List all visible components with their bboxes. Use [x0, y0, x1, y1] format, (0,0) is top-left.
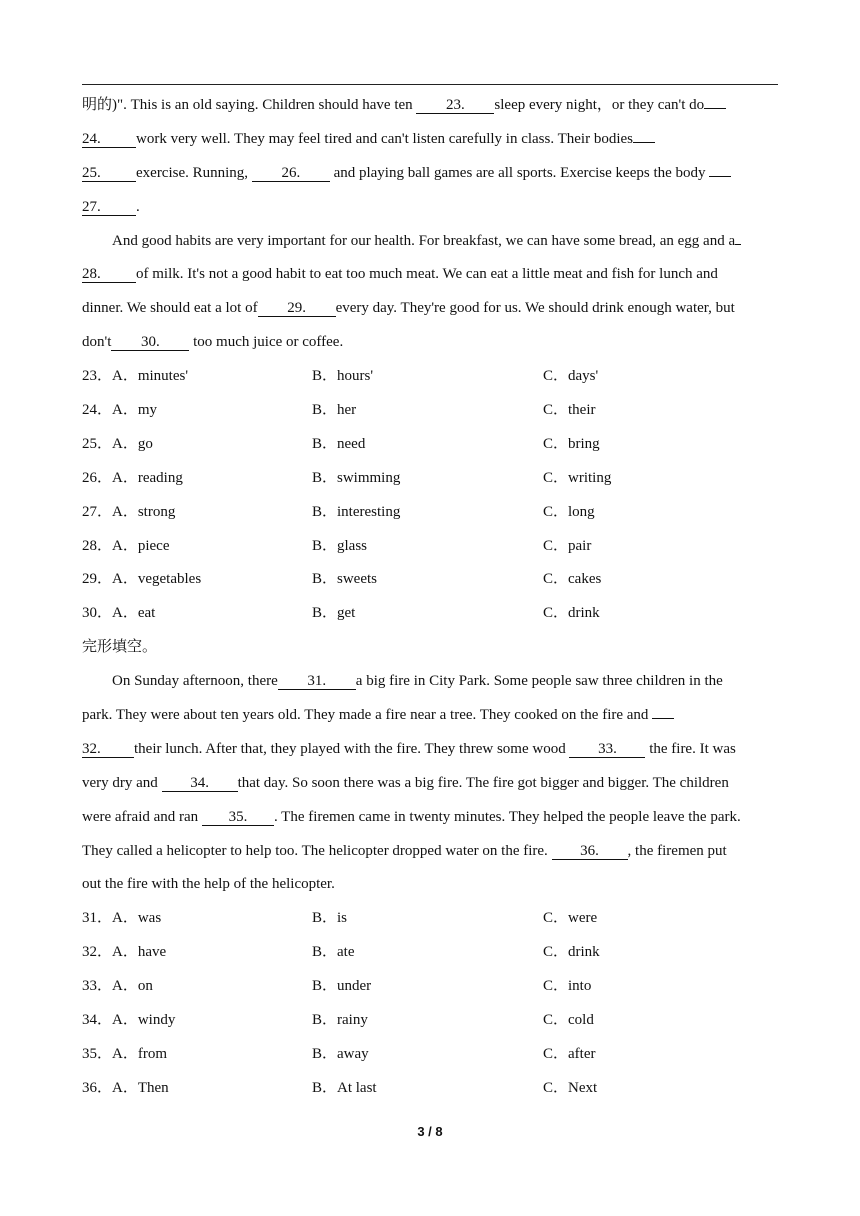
passage1-line-8 [82, 326, 782, 360]
blank-29[interactable]: 29. [258, 300, 336, 317]
option-a[interactable]: A．minutes' [112, 368, 189, 385]
option-b[interactable]: B．get [312, 605, 356, 622]
option-a[interactable]: A．strong [112, 503, 176, 520]
blank-25-lead [633, 128, 655, 143]
option-b[interactable]: B．is [312, 910, 348, 927]
blank-32[interactable]: 32. [82, 741, 134, 758]
option-a[interactable]: A．my [112, 402, 158, 419]
question-row [82, 902, 782, 936]
text-segment: work very well. They may feel tired and can't listen carefully in class. Their bodies [136, 130, 633, 147]
passage1-line-6 [82, 258, 782, 292]
text-segment: too much juice or coffee. [189, 334, 344, 351]
text-segment: . [136, 198, 140, 215]
blank-33[interactable]: 33. [569, 741, 645, 758]
text-segment: their lunch. After that, they played with the fire. They threw some wood [134, 740, 570, 757]
text-segment: and playing ball games are all sports. Exercise keeps the body [329, 164, 710, 181]
question-row [82, 1004, 782, 1038]
passage2-line-6 [82, 835, 782, 869]
question-number: 32． [82, 944, 113, 961]
passage2-line-2 [82, 699, 782, 733]
option-c[interactable]: C．days' [543, 368, 599, 385]
question-row [82, 1072, 782, 1106]
blank-30[interactable]: 30. [111, 334, 189, 351]
passage2-line-5 [82, 801, 782, 835]
blank-26[interactable]: 26. [252, 165, 330, 182]
text-segment: every day. They're good for us. We should drink enough water, but [335, 300, 735, 317]
blank-25[interactable]: 25. [82, 165, 136, 182]
blank-27-lead [709, 162, 731, 177]
text-segment: 明的)". This is an old saying. Children should have ten [82, 97, 417, 113]
question-number: 31． [82, 910, 113, 927]
header-rule [82, 84, 778, 85]
passage1-line-4 [82, 191, 782, 225]
question-row [82, 1038, 782, 1072]
option-b[interactable]: B．hours' [312, 368, 374, 385]
question-number: 34． [82, 1012, 113, 1029]
option-c[interactable]: C．pair [543, 537, 592, 554]
blank-35[interactable]: 35. [202, 809, 274, 826]
option-a[interactable]: A．piece [112, 537, 170, 554]
text-segment: On Sunday afternoon, there [112, 673, 278, 690]
option-c[interactable]: C．drink [543, 944, 600, 961]
passage2-line-7 [82, 868, 782, 902]
option-b[interactable]: B．sweets [312, 571, 377, 588]
question-number: 24． [82, 402, 113, 419]
option-b[interactable]: B．under [312, 978, 372, 995]
blank-36[interactable]: 36. [552, 843, 628, 860]
option-c[interactable]: C．Next [543, 1079, 598, 1096]
option-b[interactable]: B．rainy [312, 1012, 368, 1029]
options-group-2 [82, 902, 782, 1105]
text-segment: very dry and [82, 774, 162, 791]
question-row [82, 394, 782, 428]
option-b[interactable]: B．away [312, 1045, 369, 1062]
passage1-line-5 [82, 225, 782, 259]
text-segment: park. They were about ten years old. They made a fire near a tree. They cooked on the fire and [82, 707, 653, 724]
option-b[interactable]: B．glass [312, 537, 368, 554]
blank-23[interactable]: 23. [416, 97, 494, 114]
blank-28[interactable]: 28. [82, 266, 136, 283]
question-row [82, 428, 782, 462]
text-segment: don't [82, 334, 112, 351]
passage2-line-4 [82, 767, 782, 801]
option-c[interactable]: C．their [543, 402, 596, 419]
question-row [82, 970, 782, 1004]
option-c[interactable]: C．into [543, 978, 592, 995]
question-row [82, 496, 782, 530]
option-a[interactable]: A．reading [112, 469, 183, 486]
option-c[interactable]: C．cakes [543, 571, 602, 588]
option-a[interactable]: A．eat [112, 605, 156, 622]
text-segment: the fire. It was [645, 740, 736, 757]
text-segment: They called a helicopter to help too. The helicopter dropped water on the fire. [82, 842, 552, 859]
question-row [82, 597, 782, 631]
option-b[interactable]: B．swimming [312, 469, 401, 486]
option-a[interactable]: A．on [112, 978, 153, 995]
passage1-line-2 [82, 123, 782, 157]
passage2-line-3 [82, 733, 782, 767]
passage1-line-7 [82, 292, 782, 326]
option-b[interactable]: B．interesting [312, 503, 401, 520]
page-content [82, 89, 782, 1106]
blank-27[interactable]: 27. [82, 199, 136, 216]
question-row [82, 936, 782, 970]
text-segment: out the fire with the help of the helicopter. [82, 876, 335, 893]
question-number: 28． [82, 537, 113, 554]
question-number: 35． [82, 1045, 113, 1062]
option-a[interactable]: A．was [112, 910, 162, 927]
option-a[interactable]: A．have [112, 944, 167, 961]
section-title: 完形填空。 [82, 639, 158, 656]
passage2-line-1 [82, 665, 782, 699]
question-row [82, 563, 782, 597]
question-number: 33． [82, 978, 113, 995]
question-number: 25． [82, 435, 113, 452]
option-a[interactable]: A．windy [112, 1012, 176, 1029]
option-b[interactable]: B．need [312, 435, 366, 452]
text-segment: a big fire in City Park. Some people saw three children in the [355, 673, 723, 690]
option-c[interactable]: C．bring [543, 435, 600, 452]
option-c[interactable]: C．after [543, 1045, 596, 1062]
option-b[interactable]: B．At last [312, 1079, 377, 1096]
blank-32-lead [652, 704, 674, 719]
question-number: 30． [82, 605, 113, 622]
question-number: 23． [82, 368, 113, 385]
question-number: 36． [82, 1079, 113, 1096]
question-row [82, 530, 782, 564]
option-b[interactable]: B．ate [312, 944, 355, 961]
blank-24-lead [704, 94, 726, 109]
option-a[interactable]: A．go [112, 435, 153, 452]
options-group-1 [82, 360, 782, 631]
blank-24[interactable]: 24. [82, 131, 136, 148]
text-segment: . The firemen came in twenty minutes. They helped the people leave the park. [273, 808, 741, 825]
question-number: 29． [82, 571, 113, 588]
question-number: 27． [82, 503, 113, 520]
question-number: 26． [82, 469, 113, 486]
question-row [82, 462, 782, 496]
option-b[interactable]: B．her [312, 402, 357, 419]
text-segment: of milk. It's not a good habit to eat too much meat. We can eat a little meat and fish for lunch and [136, 266, 718, 283]
option-c[interactable]: C．cold [543, 1012, 594, 1029]
text-segment: sleep every night，or they can't do [494, 97, 705, 113]
text-segment: And good habits are very important for our health. For breakfast, we can have some bread, an egg and a [112, 232, 736, 249]
question-row [82, 360, 782, 394]
option-a[interactable]: A．Then [112, 1079, 169, 1096]
passage1-line-1 [82, 89, 782, 123]
text-segment: , the firemen put [627, 842, 727, 859]
blank-31[interactable]: 31. [278, 673, 356, 690]
option-c[interactable]: C．long [543, 503, 595, 520]
blank-34[interactable]: 34. [162, 775, 238, 792]
blank-28-lead [735, 230, 741, 245]
text-segment: were afraid and ran [82, 808, 202, 825]
option-a[interactable]: A．vegetables [112, 571, 202, 588]
text-segment: exercise. Running, [136, 164, 252, 181]
passage1-line-3 [82, 157, 782, 191]
option-c[interactable]: C．were [543, 910, 598, 927]
option-a[interactable]: A．from [112, 1045, 168, 1062]
option-c[interactable]: C．writing [543, 469, 612, 486]
text-segment: that day. So soon there was a big fire. The fire got bigger and bigger. The children [237, 774, 729, 791]
text-segment: dinner. We should eat a lot of [82, 300, 258, 317]
page-number: 3 / 8 [417, 1124, 443, 1139]
option-c[interactable]: C．drink [543, 605, 600, 622]
